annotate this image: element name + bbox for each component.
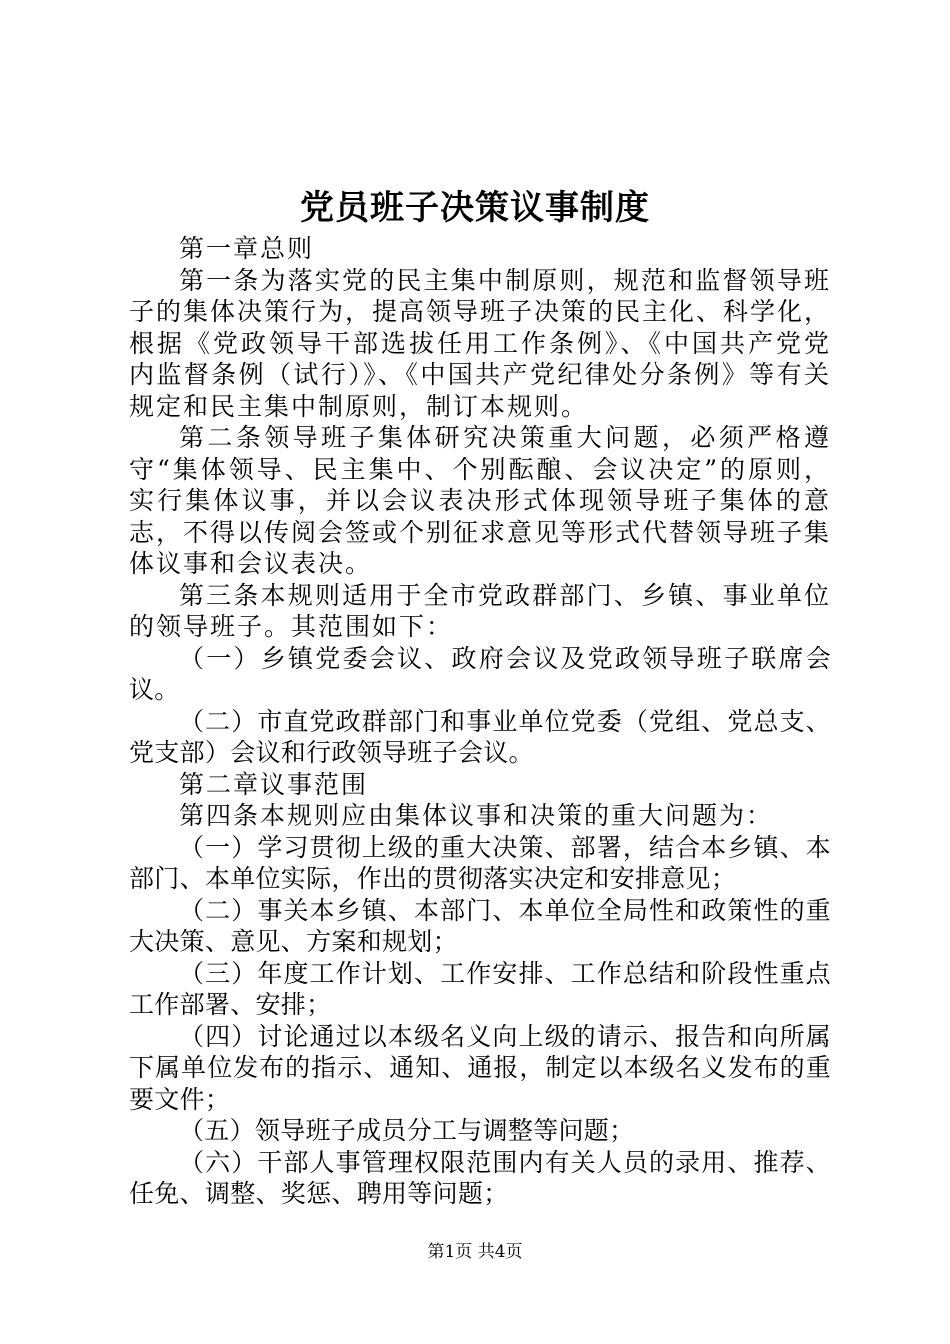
page-footer: 第1页 共4页 (427, 1242, 523, 1262)
paragraph: 第三条本规则适用于全市党政群部门、乡镇、事业单位的领导班子。其范围如下： (129, 580, 831, 641)
paragraph: （五）领导班子成员分工与调整等问题； (179, 1116, 635, 1145)
paragraph: 第二章议事范围 (179, 769, 369, 799)
paragraph: （二）市直党政群部门和事业单位党委（党组、党总支、党支部）会议和行政领导班子会议。 (129, 706, 831, 767)
paragraph: 第二条领导班子集体研究决策重大问题，必须严格遵守“集体领导、民主集中、个别酝酿、会议决定”的原则，实行集体议事，并以会议表决形式体现领导班子集体的意志，不得以传阅会签或个别征求意见等形式代替领导班子集体议事和会议表决。 (129, 423, 832, 578)
paragraph: （六）干部人事管理权限范围内有关人员的录用、推荐、任免、调整、奖惩、聘用等问题； (129, 1147, 831, 1208)
document-title: 党员班子决策议事制度 (300, 188, 650, 228)
paragraph: （四）讨论通过以本级名义向上级的请示、报告和向所属下属单位发布的指示、通知、通报，制定以本级名义发布的重要文件； (129, 1021, 831, 1114)
paragraph: 第一条为落实党的民主集中制原则，规范和监督领导班子的集体决策行为，提高领导班子决策的民主化、科学化，根据《党政领导干部选拔任用工作条例》、《中国共产党党内监督条例（试行）》、《中国共产党纪律处分条例》等有关规定和民主集中制原则，制订本规则。 (129, 265, 832, 421)
paragraph: 第四条本规则应由集体议事和决策的重大问题为： (179, 801, 774, 830)
paragraph: （一）学习贯彻上级的重大决策、部署，结合本乡镇、本部门、本单位实际，作出的贯彻落实决定和安排意见； (129, 832, 831, 893)
paragraph: 第一章总则 (179, 234, 315, 263)
document-body (129, 233, 831, 1210)
paragraph: （三）年度工作计划、工作安排、工作总结和阶段性重点工作部署、安排； (129, 958, 831, 1019)
paragraph: （二）事关本乡镇、本部门、本单位全局性和政策性的重大决策、意见、方案和规划； (129, 895, 831, 956)
paragraph: （一）乡镇党委会议、政府会议及党政领导班子联席会议。 (129, 643, 831, 704)
